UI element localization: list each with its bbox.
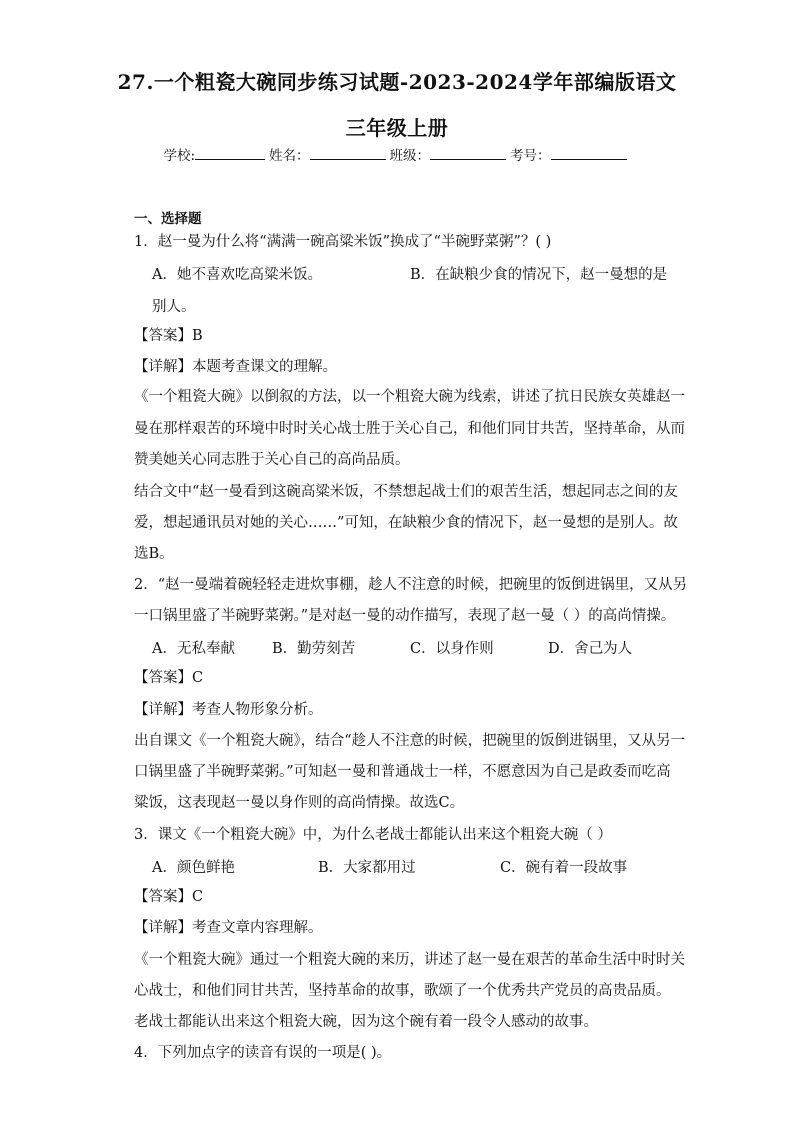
question-1-explanation-5: 爱，想起通讯员对她的关心……”可知，在缺粮少食的情况下，赵一曼想的是别人。故 bbox=[134, 515, 678, 531]
question-1-option-b-cont: 别人。 bbox=[152, 299, 196, 315]
question-2-option-d: D．舍己为人 bbox=[548, 641, 633, 657]
question-2-explanation-3: 粱饭，这表现赵一曼以身作则的高尚情操。故选C。 bbox=[134, 795, 465, 811]
class-label: 班级： bbox=[389, 148, 431, 164]
question-2-option-c: C．以身作则 bbox=[410, 641, 494, 657]
school-label: 学校: bbox=[163, 148, 196, 164]
number-label: 考号： bbox=[510, 148, 551, 164]
question-3-option-a: A．颜色鲜艳 bbox=[152, 860, 235, 876]
question-3-explanation-1: 《一个粗瓷大碗》通过一个粗瓷大碗的来历，讲述了赵一曼在艰苦的革命生活中时时关 bbox=[134, 952, 685, 968]
question-2-detail: 【详解】考查人物形象分析。 bbox=[134, 702, 323, 718]
student-info-line bbox=[0, 144, 794, 164]
question-3-detail: 【详解】考查文章内容理解。 bbox=[134, 920, 323, 936]
name-blank[interactable] bbox=[310, 145, 386, 160]
section-title: 一、选择题 bbox=[134, 211, 202, 227]
school-blank[interactable] bbox=[195, 145, 265, 160]
question-2-option-b: B．勤劳刻苦 bbox=[272, 641, 356, 657]
question-1-detail: 【详解】本题考查课文的理解。 bbox=[134, 359, 337, 375]
document-title-line2: 三年级上册 bbox=[345, 116, 449, 140]
question-3-explanation-3: 老战士都能认出来这个粗瓷大碗，因为这个碗有着一段令人感动的故事。 bbox=[134, 1014, 598, 1030]
question-1-explanation-2: 曼在那样艰苦的环境中时时关心战士胜于关心自己，和他们同甘共苦，坚持革命，从而 bbox=[134, 421, 685, 437]
question-2-stem-2: 一口锅里盛了半碗野菜粥。”是对赵一曼的动作描写，表现了赵一曼（ ）的高尚情操。 bbox=[134, 608, 676, 624]
question-3-answer: 【答案】C bbox=[134, 889, 204, 905]
question-1-explanation-1: 《一个粗瓷大碗》以倒叙的方法，以一个粗瓷大碗为线索，讲述了抗日民族女英雄赵一 bbox=[134, 389, 685, 405]
question-1-explanation-4: 结合文中“赵一曼看到这碗高粱米饭，不禁想起战士们的艰苦生活，想起同志之间的友 bbox=[134, 484, 678, 500]
question-2-explanation-1: 出自课文《一个粗瓷大碗》，结合“趁人不注意的时候，把碗里的饭倒进锅里，又从另一 bbox=[134, 733, 686, 749]
question-3-stem: 3．课文《一个粗瓷大碗》中，为什么老战士都能认出来这个粗瓷大碗（ ） bbox=[134, 827, 612, 843]
question-4-stem: 4．下列加点字的读音有误的一项是( )。 bbox=[134, 1045, 392, 1061]
question-2-option-a: A．无私奉献 bbox=[152, 641, 235, 657]
name-label: 姓名： bbox=[269, 148, 310, 164]
question-2-stem-1: 2．“赵一曼端着碗轻轻走进炊事棚，趁人不注意的时候，把碗里的饭倒进锅里，又从另 bbox=[134, 577, 688, 593]
question-3-explanation-2: 心战士，和他们同甘共苦，坚持革命的故事，歌颂了一个优秀共产党员的高贵品质。 bbox=[134, 983, 671, 999]
question-1-explanation-6: 选B。 bbox=[134, 546, 174, 562]
question-1-option-b: B．在缺粮少食的情况下，赵一曼想的是 bbox=[410, 267, 668, 283]
question-1-answer: 【答案】B bbox=[134, 328, 203, 344]
question-3-option-c: C．碗有着一段故事 bbox=[500, 860, 628, 876]
document-title-line1: 27.一个粗瓷大碗同步练习试题-2023-2024学年部编版语文 bbox=[117, 70, 677, 94]
question-2-explanation-2: 口锅里盛了半碗野菜粥。”可知赵一曼和普通战士一样，不愿意因为自己是政委而吃高 bbox=[134, 764, 671, 780]
question-1-stem: 1．赵一曼为什么将“满满一碗高粱米饭”换成了“半碗野菜粥”？( ) bbox=[134, 234, 552, 250]
question-1-option-a: A．她不喜欢吃高粱米饭。 bbox=[152, 267, 322, 283]
question-1-explanation-3: 赞美她关心同志胜于关心自己的高尚品质。 bbox=[134, 452, 410, 468]
question-3-option-b: B．大家都用过 bbox=[318, 860, 416, 876]
number-blank[interactable] bbox=[551, 145, 627, 160]
question-2-answer: 【答案】C bbox=[134, 670, 204, 686]
class-blank[interactable] bbox=[430, 145, 506, 160]
